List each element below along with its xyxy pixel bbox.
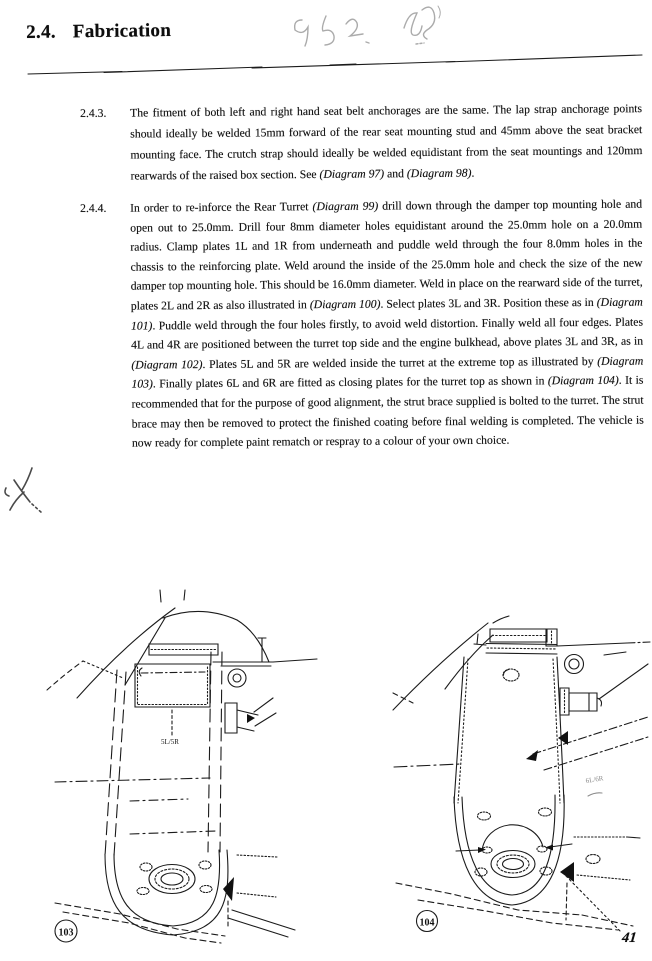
damper-mounting-hole [491, 851, 535, 878]
plate-5-leader [161, 710, 179, 746]
diagram-104 [390, 613, 652, 948]
weld-seam-marks [560, 837, 640, 920]
page-number: 41 [621, 930, 638, 946]
diagram-103-label: 103 [58, 927, 74, 939]
heading-rule [0, 48, 652, 82]
paragraph-2-4-4 [80, 195, 644, 454]
section-title: Fabrication [72, 19, 172, 43]
reference-lines [394, 717, 648, 770]
diagram-103 [25, 588, 325, 950]
bolt-hole-detail [503, 655, 584, 682]
plug-weld-holes [475, 808, 600, 876]
ground-lines [55, 903, 295, 943]
weld-seam-marks [223, 855, 277, 929]
diagram-103-label-circle [55, 920, 77, 942]
plate-5-label: 5L/5R [161, 738, 179, 746]
weld-arrows [456, 844, 572, 853]
turret-side-lines [454, 657, 564, 803]
paragraph-number: 2.4.4. [80, 201, 107, 215]
paragraph-number: 2.4.3. [80, 106, 107, 120]
diagram-104-label-circle [417, 911, 438, 932]
section-heading [26, 20, 171, 44]
wheel-arch-lines [393, 616, 509, 710]
turret-side-lines [105, 652, 222, 856]
diagram-104-label: 104 [419, 917, 435, 929]
top-closing-plate [474, 629, 650, 655]
side-bracket [560, 664, 648, 715]
plug-weld-holes [137, 861, 212, 895]
plate-6-label: 6L/6R [585, 774, 604, 785]
paragraph-text: The fitment of both left and right hand seat belt anchorages are the same. The lap strap anchorage points should ideally be welded 15mm forward of the rear seat mounting stud and 45mm above the seat bracket mounting face. The crutch strap should ideally be welded equidistant from the seat mountings and 120mm rearwards of the raised box section. See (Diagram 97) and (Diagram 98). [130, 102, 643, 183]
plate-5-assembly [135, 644, 218, 707]
section-number: 2.4. [26, 21, 56, 43]
handwritten-pencil-marks [288, 2, 458, 48]
plate-6-label-group [585, 774, 604, 796]
section-dash-lines [55, 778, 216, 834]
paragraph-text: In order to re-inforce the Rear Turret (Diagram 99) drill down through the damper top mounting hole and open out to 25.0mm. Drill four 8mm diameter holes equidistant around the 25.0mm hole on a 20.0mm radius. Clamp plates 1L and 1R from underneath and puddle weld through the four 8.0mm holes in the chassis to the reinforcing plate. Weld around the inside of the 25.0mm hole and check the size of the new damper top mounting hole. This should be 16.0mm diameter. Weld in place on the rearward side of the turret, plates 2L and 2R as also illustrated in (Diagram 100). Select plates 3L and 3R. Position these as in (Diagram 101). Puddle weld through the four holes firstly, to avoid weld distortion. Finally weld all four edges. Plates 4L and 4R are positioned between the turret top side and the engine bulkhead, above plates 3L and 3R, as in (Diagram 102). Plates 5L and 5R are welded inside the turret at the extreme top as illustrated by (Diagram 103). Finally plates 6L and 6R are fitted as closing plates for the turret top as shown in (Diagram 104). It is recommended that for the purpose of good alignment, the strut brace supplied is bolted to the turret. The strut brace may then be removed to protect the finished coating before final welding is completed. The vehicle is now ready for complete paint rematch or respray to a colour of your own choice. [130, 197, 644, 450]
handwritten-x-mark [2, 458, 62, 520]
damper-mounting-hole [149, 865, 195, 894]
paragraph-2-4-3 [80, 98, 643, 187]
